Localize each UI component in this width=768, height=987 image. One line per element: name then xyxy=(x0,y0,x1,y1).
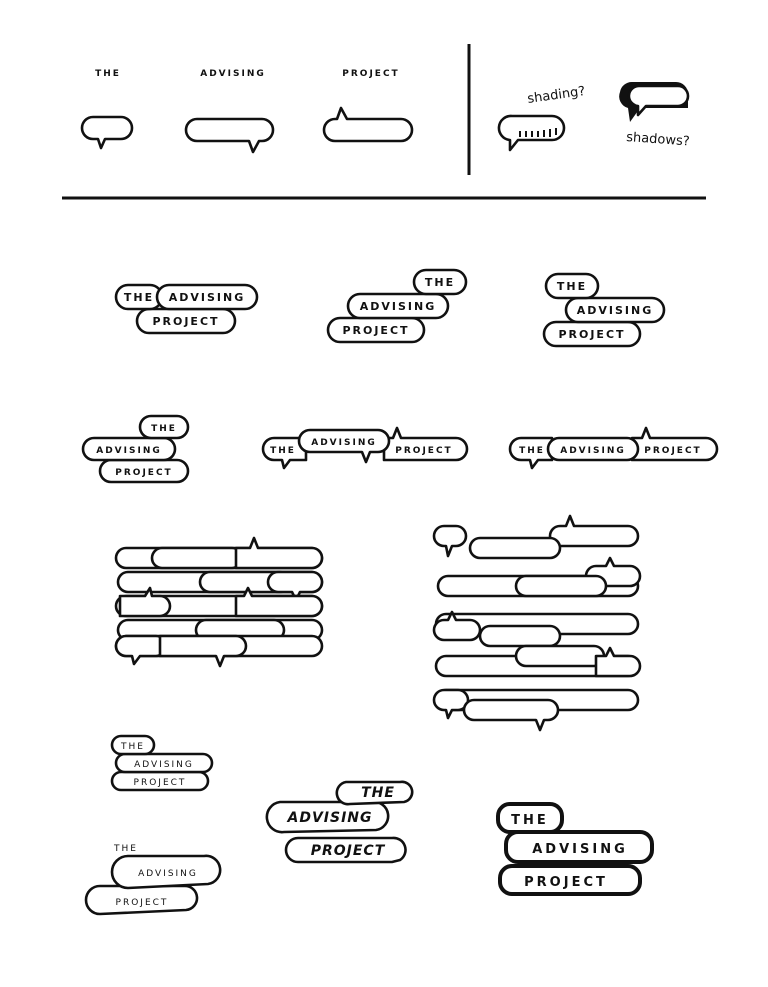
logo-text-project: PROJECT xyxy=(342,324,410,337)
logo-text-the: THE xyxy=(114,844,138,854)
logo-text-project: PROJECT xyxy=(395,446,453,456)
speech-bubble-small xyxy=(82,117,132,148)
pattern-bubble xyxy=(236,538,322,568)
hand-logo-bold xyxy=(498,804,652,894)
pattern-bubble xyxy=(516,646,604,666)
logo-text-advising: ADVISING xyxy=(138,869,198,879)
hand-logo-small-1 xyxy=(112,736,212,790)
logo-text-advising: ADVISING xyxy=(311,438,377,448)
logo-text-project: PROJECT xyxy=(152,315,220,328)
header-word-advising: ADVISING xyxy=(200,69,266,79)
logo-text-the: THE xyxy=(151,424,177,434)
logo-text-project: PROJECT xyxy=(644,446,702,456)
pattern-bubble xyxy=(434,690,468,718)
logo-variant-2 xyxy=(328,270,466,342)
logo-text-the: THE xyxy=(519,446,545,456)
shadows-note xyxy=(619,82,690,149)
logo-variant-1 xyxy=(116,285,257,333)
pattern-bubble xyxy=(550,516,638,546)
logo-text-project: PROJECT xyxy=(115,468,173,478)
logo-variant-5 xyxy=(263,428,467,468)
header-word-the: THE xyxy=(95,69,121,79)
pattern-bubble xyxy=(480,626,560,646)
logo-text-advising: ADVISING xyxy=(560,446,626,456)
speech-bubble-medium-top-tail xyxy=(324,108,412,141)
logo-text-the: THE xyxy=(511,813,549,828)
shading-note xyxy=(499,84,586,150)
logo-variant-6 xyxy=(510,428,717,468)
pattern-bubble xyxy=(160,636,246,666)
logo-text-advising: ADVISING xyxy=(576,304,654,317)
pattern-bubble xyxy=(470,538,560,558)
bubble-pattern-left xyxy=(116,538,322,666)
logo-text-the: THE xyxy=(121,742,145,752)
logo-text-advising: ADVISING xyxy=(359,300,437,313)
hand-logo-italic xyxy=(267,782,412,862)
pattern-bubble xyxy=(116,636,166,664)
logo-text-advising: ADVISING xyxy=(532,842,628,857)
header-bubble-shapes xyxy=(82,108,412,152)
pattern-bubble xyxy=(434,526,466,556)
logo-text-advising: ADVISING xyxy=(96,446,162,456)
speech-bubble-medium xyxy=(186,119,273,152)
logo-variant-3 xyxy=(544,274,664,346)
logo-text-project: PROJECT xyxy=(558,328,626,341)
header-word-project: PROJECT xyxy=(342,69,400,79)
logo-text-the: THE xyxy=(270,446,296,456)
shading-note-text: shading? xyxy=(526,84,587,107)
logo-text-project: PROJECT xyxy=(133,778,187,788)
logo-text-advising: ADVISING xyxy=(287,810,373,826)
shadowed-speech-bubble xyxy=(629,86,688,115)
pattern-bubble xyxy=(152,548,242,568)
logo-text-the: THE xyxy=(556,280,588,293)
logo-text-the: THE xyxy=(123,291,155,304)
logo-text-the: THE xyxy=(361,785,395,801)
logo-text-the: THE xyxy=(424,276,456,289)
logo-text-project: PROJECT xyxy=(524,875,608,890)
hand-logo-small-2 xyxy=(86,844,220,914)
bubble-pattern-right xyxy=(434,516,640,730)
header-word-labels xyxy=(95,69,400,79)
logo-variant-4 xyxy=(83,416,188,482)
pattern-bubble xyxy=(464,700,558,730)
logo-text-advising: ADVISING xyxy=(168,291,246,304)
shadows-note-text: shadows? xyxy=(625,130,691,150)
logo-text-project: PROJECT xyxy=(310,843,386,859)
pattern-bubble xyxy=(516,576,606,596)
logo-text-project: PROJECT xyxy=(115,898,169,908)
logo-text-advising: ADVISING xyxy=(134,760,194,770)
